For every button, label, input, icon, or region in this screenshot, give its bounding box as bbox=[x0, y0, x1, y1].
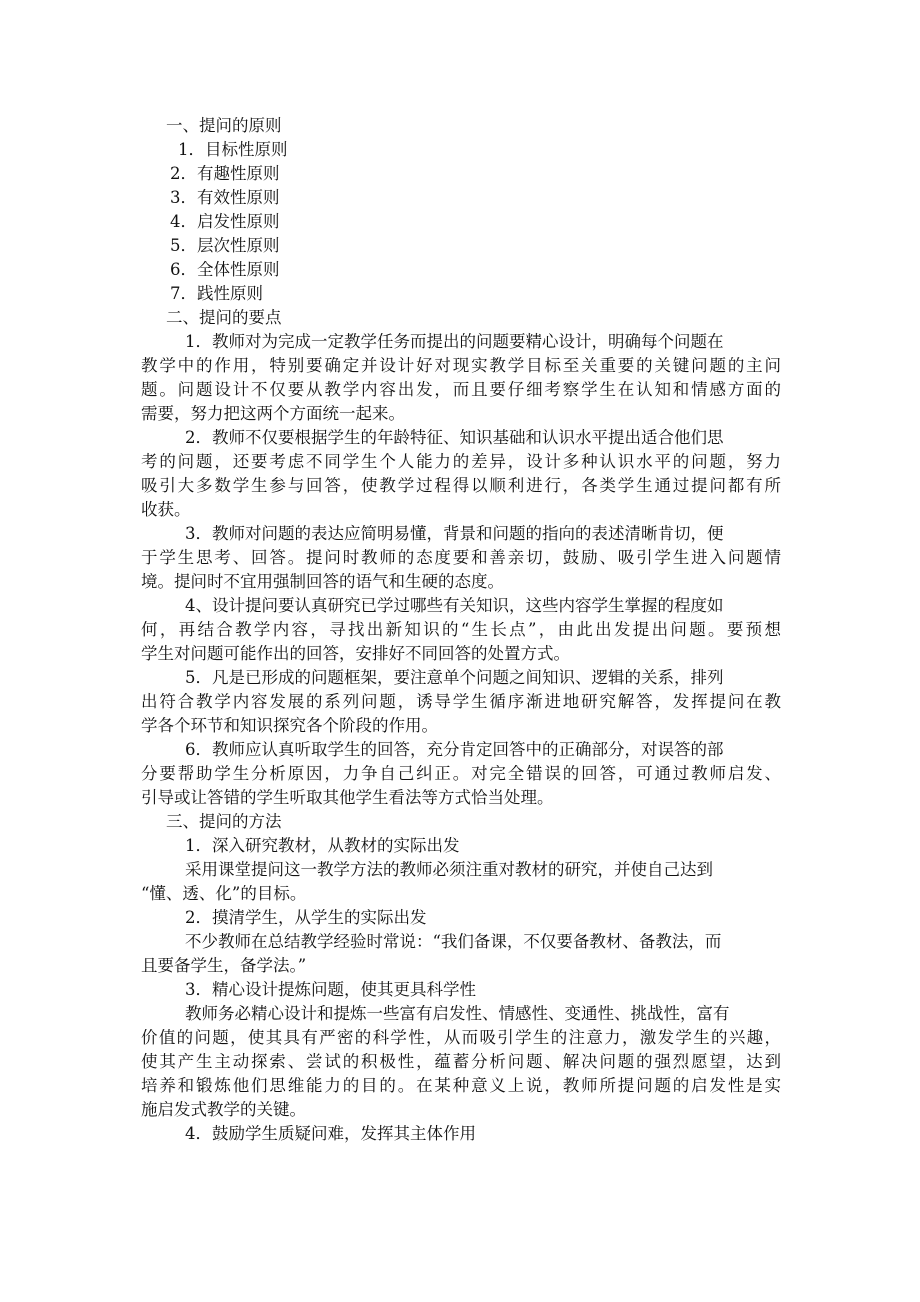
paragraph-line: 境。提问时不宜用强制回答的语气和生硬的态度。 bbox=[141, 572, 504, 591]
paragraph-line: 价值的问题，使其具有严密的科学性，从而吸引学生的注意力，激发学生的兴趣， bbox=[141, 1028, 781, 1047]
paragraph-line: 学各个环节和知识探究各个阶段的作用。 bbox=[141, 716, 438, 735]
list-item: 6．全体性原则 bbox=[170, 260, 280, 279]
list-item: 5．层次性原则 bbox=[170, 236, 280, 255]
paragraph-line: 且要备学生，备学法。” bbox=[141, 956, 307, 975]
section-heading-key-points: 二、提问的要点 bbox=[166, 308, 282, 327]
paragraph-line: 施启发式教学的关键。 bbox=[141, 1100, 306, 1119]
paragraph-line: 分要帮助学生分析原因，力争自己纠正。对完全错误的回答，可通过教师启发、 bbox=[141, 764, 781, 783]
paragraph-line: 吸引大多数学生参与回答，使教学过程得以顺利进行，各类学生通过提问都有所 bbox=[141, 476, 781, 495]
list-item: 3．有效性原则 bbox=[170, 188, 280, 207]
paragraph-line: 采用课堂提问这一教学方法的教师必须注重对教材的研究，并使自己达到 bbox=[185, 860, 713, 879]
paragraph-line: 学生对问题可能作出的回答，安排好不同回答的处置方式。 bbox=[141, 644, 570, 663]
list-item: 4．启发性原则 bbox=[170, 212, 280, 231]
paragraph-line: 使其产生主动探索、尝试的积极性，蕴蓄分析问题、解决问题的强烈愿望，达到 bbox=[141, 1052, 781, 1071]
paragraph-line: 于学生思考、回答。提问时教师的态度要和善亲切，鼓励、吸引学生进入问题情 bbox=[141, 548, 781, 567]
paragraph-line: 引导或让答错的学生听取其他学生看法等方式恰当处理。 bbox=[141, 788, 554, 807]
paragraph-line: 题。问题设计不仅要从教学内容出发，而且要仔细考察学生在认知和情感方面的 bbox=[141, 380, 781, 399]
paragraph-line: 需要，努力把这两个方面统一起来。 bbox=[141, 404, 405, 423]
paragraph-line: 考的问题，还要考虑不同学生个人能力的差异，设计多种认识水平的问题，努力 bbox=[141, 452, 781, 471]
subheading: 4．鼓励学生质疑问难，发挥其主体作用 bbox=[185, 1124, 476, 1143]
paragraph-line: 5．凡是已形成的问题框架，要注意单个问题之间知识、逻辑的关系，排列 bbox=[185, 668, 724, 687]
paragraph-line: 4、设计提问要认真研究已学过哪些有关知识，这些内容学生掌握的程度如 bbox=[185, 596, 724, 615]
paragraph-line: 6．教师应认真听取学生的回答，充分肯定回答中的正确部分，对误答的部 bbox=[185, 740, 724, 759]
list-item: 7．践性原则 bbox=[170, 284, 263, 303]
paragraph-line: 培养和锻炼他们思维能力的目的。在某种意义上说，教师所提问题的启发性是实 bbox=[141, 1076, 781, 1095]
paragraph-line: 出符合教学内容发展的系列问题，诱导学生循序渐进地研究解答，发挥提问在教 bbox=[141, 692, 781, 711]
paragraph-line: 收获。 bbox=[141, 500, 191, 519]
subheading: 3．精心设计提炼问题，使其更具科学性 bbox=[185, 980, 476, 999]
paragraph-line: 不少教师在总结教学经验时常说：“我们备课，不仅要备教材、备教法，而 bbox=[185, 932, 722, 951]
list-item: 1．目标性原则 bbox=[178, 140, 288, 159]
section-heading-principles: 一、提问的原则 bbox=[166, 116, 282, 135]
subheading: 2．摸清学生，从学生的实际出发 bbox=[185, 908, 427, 927]
subheading: 1．深入研究教材，从教材的实际出发 bbox=[185, 836, 460, 855]
paragraph-line: “懂、透、化”的目标。 bbox=[141, 884, 307, 903]
paragraph-line: 教师务必精心设计和提炼一些富有启发性、情感性、变通性、挑战性，富有 bbox=[185, 1004, 730, 1023]
paragraph-line: 3．教师对问题的表达应简明易懂，背景和问题的指向的表述清晰肯切，便 bbox=[185, 524, 724, 543]
paragraph-line: 1．教师对为完成一定教学任务而提出的问题要精心设计，明确每个问题在 bbox=[185, 332, 724, 351]
paragraph-line: 教学中的作用，特别要确定并设计好对现实教学目标至关重要的关键问题的主问 bbox=[141, 356, 781, 375]
paragraph-line: 2．教师不仅要根据学生的年龄特征、知识基础和认识水平提出适合他们思 bbox=[185, 428, 724, 447]
paragraph-line: 何，再结合教学内容，寻找出新知识的“生长点”，由此出发提出问题。要预想 bbox=[141, 620, 781, 639]
list-item: 2．有趣性原则 bbox=[170, 164, 280, 183]
section-heading-methods: 三、提问的方法 bbox=[166, 812, 282, 831]
